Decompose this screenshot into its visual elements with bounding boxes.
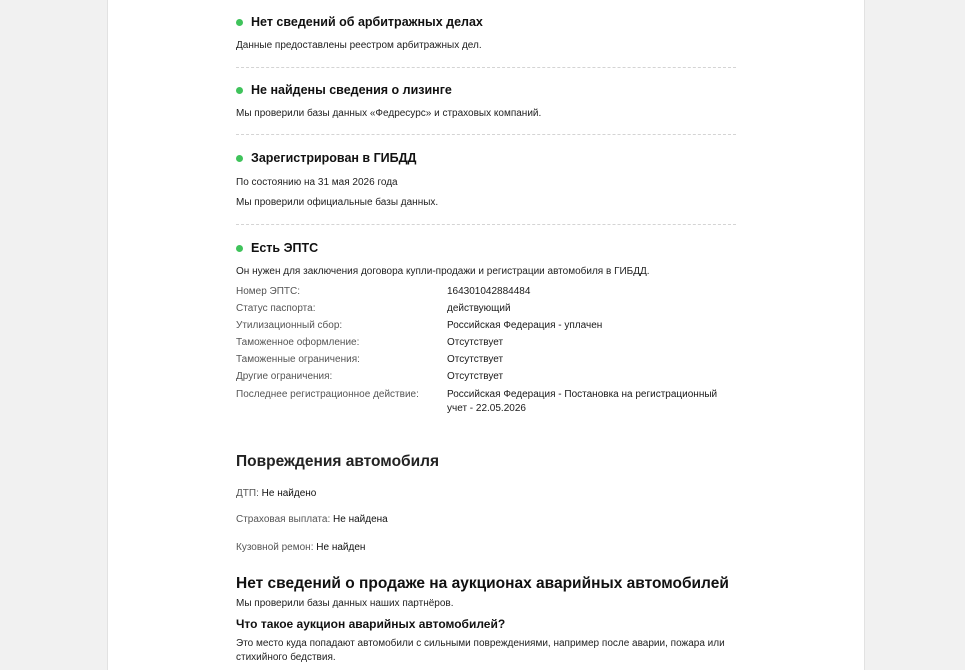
epts-value: действующий: [447, 303, 511, 314]
auction-question: Что такое аукцион аварийных автомобилей?: [236, 617, 506, 631]
divider: [236, 224, 736, 225]
epts-value: Отсутствует: [447, 354, 504, 365]
auction-subtitle: Мы проверили базы данных наших партнёров.: [236, 598, 454, 609]
ok-status-dot-icon: [236, 155, 243, 162]
epts-value: 164301042884484: [447, 286, 531, 297]
damage-value: Не найден: [316, 542, 366, 553]
report-page: [107, 0, 865, 670]
check-gibdd-title: [236, 151, 416, 165]
epts-key: Другие ограничения:: [236, 371, 333, 382]
damage-item-insurance: [236, 514, 388, 525]
check-epts-text: Он нужен для заключения договора купли-продажи и регистрации автомобиля в ГИБДД.: [236, 266, 650, 277]
ok-status-dot-icon: [236, 87, 243, 94]
epts-key: Таможенные ограничения:: [236, 354, 360, 365]
damage-label: Страховая выплата:: [236, 514, 331, 525]
ok-status-dot-icon: [236, 245, 243, 252]
check-title: Есть ЭПТС: [251, 241, 319, 255]
epts-key: Последнее регистрационное действие:: [236, 389, 419, 400]
auction-heading: Нет сведений о продаже на аукционах аварийных автомобилей: [236, 575, 729, 592]
auction-answer: Это место куда попадают автомобили с сильными повреждениями, например после аварии, пожара или стихийного бедствия.: [236, 638, 725, 663]
damage-item-body-repair: [236, 542, 365, 553]
check-gibdd-text: Мы проверили официальные базы данных.: [236, 197, 439, 208]
epts-key: Утилизационный сбор:: [236, 320, 343, 331]
divider: [236, 67, 736, 68]
damage-value: Не найдена: [333, 514, 388, 525]
check-gibdd-date: По состоянию на 31 мая 2026 года: [236, 177, 398, 188]
damage-value: Не найдено: [261, 488, 317, 499]
epts-value: Отсутствует: [447, 337, 504, 348]
check-arbitration-title: [236, 15, 483, 29]
check-leasing-title: [236, 83, 452, 97]
epts-value: Отсутствует: [447, 371, 504, 382]
epts-key: Статус паспорта:: [236, 303, 316, 314]
check-title: Нет сведений об арбитражных делах: [251, 15, 483, 29]
check-arbitration-text: Данные предоставлены реестром арбитражных дел.: [236, 40, 482, 51]
damage-label: ДТП:: [236, 488, 259, 499]
damage-item-accident: [236, 488, 316, 499]
epts-key: Таможенное оформление:: [236, 337, 360, 348]
epts-value: Российская Федерация - Постановка на регистрационный учет - 22.05.2026: [447, 389, 718, 414]
damage-label: Кузовной ремон:: [236, 542, 314, 553]
epts-value: Российская Федерация - уплачен: [447, 320, 603, 331]
check-title: Не найдены сведения о лизинге: [251, 83, 452, 97]
divider: [236, 134, 736, 135]
ok-status-dot-icon: [236, 19, 243, 26]
check-leasing-text: Мы проверили базы данных «Федресурс» и страховых компаний.: [236, 108, 542, 119]
damage-heading: Повреждения автомобиля: [236, 453, 440, 470]
check-epts-title: [236, 241, 318, 255]
epts-key: Номер ЭПТС:: [236, 286, 301, 297]
check-title: Зарегистрирован в ГИБДД: [251, 151, 417, 165]
